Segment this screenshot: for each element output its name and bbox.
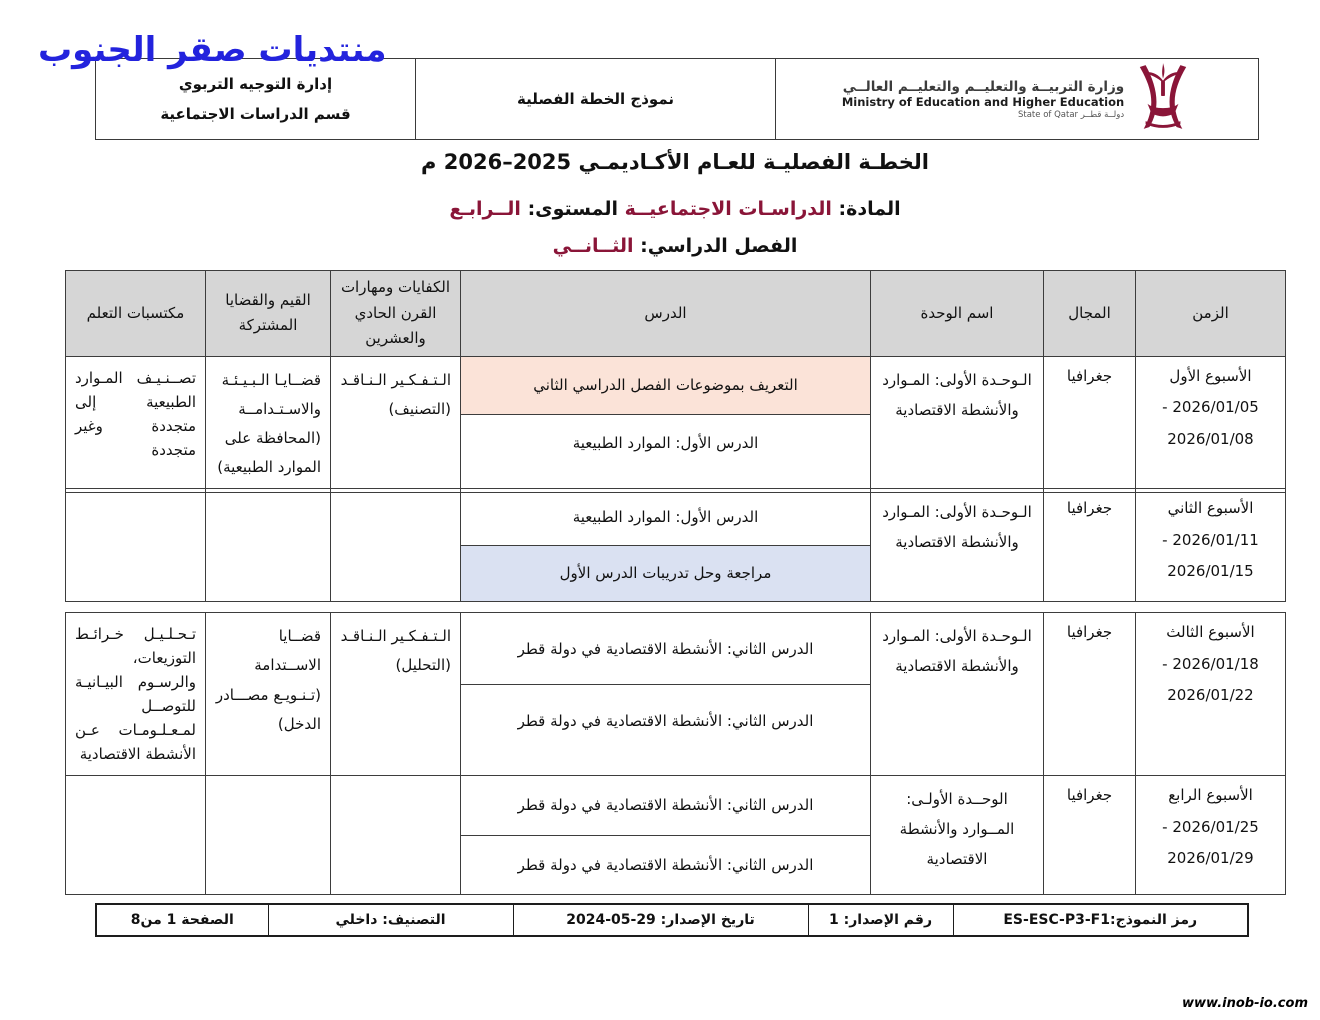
competencies-cell	[331, 356, 461, 492]
outcomes-text	[67, 777, 204, 793]
lesson-cell	[461, 613, 871, 776]
footer-row	[96, 904, 1248, 936]
issue-date-cell: تاريخ الإصدار: 29-05-2024	[513, 904, 808, 936]
outcomes-cell	[66, 776, 206, 895]
outcomes-text: تصــنـيـف المـوارد الطبيعية إلى متجددة وغير متجددة	[75, 368, 196, 459]
unit-cell: الـوحـدة الأولى: المـوارد والأنشطة الاقتصادية	[871, 356, 1044, 492]
form-title: نموذج الخطة الفصلية	[516, 90, 675, 108]
outcomes-cell	[66, 356, 206, 492]
column-header-time: الزمن	[1136, 271, 1286, 357]
lesson-bottom: الدرس الثاني: الأنشطة الاقتصادية في دولة قطر	[461, 684, 870, 756]
semester-value: الثــانــي	[552, 235, 634, 257]
outcomes-text	[67, 490, 204, 506]
document-footer-table	[95, 903, 1249, 937]
form-title-cell	[416, 59, 776, 140]
time-cell	[1136, 776, 1286, 895]
unit-cell: الـوحـدة الأولى: المـوارد والأنشطة الاقتصادية	[871, 613, 1044, 776]
department-line1: إدارة التوجيه التربوي	[178, 75, 333, 93]
values-text	[207, 490, 329, 506]
lesson-top: الدرس الأول: الموارد الطبيعية	[572, 507, 759, 526]
competencies-cell	[331, 613, 461, 776]
department-cell	[96, 59, 416, 140]
level-value: الــرابـع	[449, 198, 521, 220]
values-cell	[206, 776, 331, 895]
domain-cell: جغرافيا	[1044, 776, 1136, 895]
semester-label: الفصل الدراسي:	[633, 235, 798, 257]
page-number-cell: الصفحة 1 من8	[96, 904, 268, 936]
week3-row	[66, 613, 1286, 776]
outcomes-cell	[66, 613, 206, 776]
classification-cell: التصنيف: داخلي	[268, 904, 513, 936]
header-table	[95, 58, 1259, 140]
time-cell	[1136, 356, 1286, 492]
week3-table	[65, 612, 1286, 776]
column-header-values: القيم والقضايا المشتركة	[206, 271, 331, 357]
domain-cell: جغرافيا	[1044, 356, 1136, 492]
ministry-name-block	[842, 79, 1124, 120]
subject-label: المادة:	[831, 198, 901, 220]
values-text: قضــايا الاســتدامة (تـنـويـع مصـــادر الدخل)	[215, 627, 321, 733]
week2-table	[65, 488, 1286, 602]
subject-level-line	[65, 198, 1285, 220]
week-label: الأسبوع الرابع	[1168, 786, 1253, 804]
lesson-cell	[461, 776, 871, 895]
week4-row	[66, 776, 1286, 895]
column-header-outcomes: مكتسبات التعلم	[66, 271, 206, 357]
week4-table	[65, 775, 1286, 895]
lesson-top: التعريف بموضوعات الفصل الدراسي الثاني	[461, 357, 870, 414]
lesson-cell	[461, 489, 871, 602]
competencies-cell	[331, 776, 461, 895]
department-line2: قسم الدراسات الاجتماعية	[160, 105, 351, 123]
ministry-name-arabic: وزارة التربيــة والتعليــم والتعليــم العالــي	[842, 78, 1125, 95]
lesson-stack	[461, 776, 870, 894]
week-label: الأسبوع الثاني	[1167, 499, 1254, 517]
week1-row	[66, 356, 1286, 492]
week-date-to: 2026/01/15	[1167, 562, 1254, 580]
lesson-cell	[461, 356, 871, 492]
competencies-text	[332, 777, 459, 793]
lesson-stack	[461, 357, 870, 472]
header-row	[96, 59, 1259, 140]
values-cell	[206, 613, 331, 776]
time-cell	[1136, 613, 1286, 776]
watermark-text: منتديات صقر الجنوب	[38, 30, 387, 70]
ministry-name-english: Ministry of Education and Higher Education	[841, 94, 1125, 109]
domain-cell: جغرافيا	[1044, 613, 1136, 776]
values-cell	[206, 356, 331, 492]
values-text	[207, 777, 329, 793]
unit-cell: الوحــدة الأولـى: المــوارد والأنشطة الاقتصادية	[871, 776, 1044, 895]
week-date-from: 2026/01/05 -	[1162, 398, 1259, 416]
lesson-bottom: الدرس الأول: الموارد الطبيعية	[461, 414, 870, 472]
week-date-from: 2026/01/18 -	[1162, 654, 1259, 673]
lesson-top: الدرس الثاني: الأنشطة الاقتصادية في دولة قطر	[517, 796, 814, 815]
week-date-to: 2026/01/22	[1167, 686, 1254, 704]
competencies-text: الـتـفـكـير الـنـاقـد (التحليل)	[340, 627, 451, 675]
form-code-cell: رمز النموذج:ES-ESC-P3-F1	[953, 904, 1248, 936]
time-cell	[1136, 489, 1286, 602]
semester-line	[65, 235, 1285, 257]
week-label: الأسبوع الأول	[1169, 366, 1252, 385]
lesson-bottom: الدرس الثاني: الأنشطة الاقتصادية في دولة قطر	[461, 835, 870, 895]
unit-cell: الـوحـدة الأولى: المـوارد والأنشطة الاقتصادية	[871, 489, 1044, 602]
qatar-emblem-icon	[1134, 61, 1192, 137]
week2-row	[66, 489, 1286, 602]
lesson-top: الدرس الثاني: الأنشطة الاقتصادية في دولة قطر	[517, 639, 814, 658]
outcomes-cell	[66, 489, 206, 602]
column-header-unit: اسم الوحدة	[871, 271, 1044, 357]
column-header-domain: المجال	[1044, 271, 1136, 357]
lesson-stack	[461, 613, 870, 756]
week-date-from: 2026/01/11 -	[1162, 530, 1259, 549]
level-label: المستوى:	[520, 198, 618, 220]
lesson-stack	[461, 489, 870, 601]
lesson-bottom: مراجعة وحل تدريبات الدرس الأول	[461, 545, 870, 602]
values-text: قضــايـا الـبـيـئـة والاسـتـدامــة (المحافظة على الموارد الطبيعية)	[217, 370, 321, 477]
state-of-qatar-label: دولــة قطــر State of Qatar	[1018, 109, 1125, 120]
competencies-cell	[331, 489, 461, 602]
ministry-logo-block	[784, 61, 1250, 137]
ministry-logo-cell	[776, 59, 1259, 140]
subject-value: الدراسـات الاجتماعيــة	[617, 198, 832, 220]
column-header-competencies: الكفايات ومهارات القرن الحادي والعشرين	[331, 271, 461, 357]
version-cell: رقم الإصدار: 1	[808, 904, 953, 936]
site-url: www.inob-io.com	[1182, 996, 1308, 1011]
competencies-text	[332, 490, 459, 506]
domain-cell: جغرافيا	[1044, 489, 1136, 602]
table-header-row	[66, 271, 1286, 357]
week-date-to: 2026/01/08	[1167, 429, 1254, 448]
week-date-from: 2026/01/25 -	[1162, 817, 1259, 836]
week1-table	[65, 270, 1286, 493]
week-label: الأسبوع الثالث	[1166, 623, 1255, 641]
outcomes-text: تـحـلـيـل خـرائـط التوزيعات، والرسـوم البيـانيـة للتوصــل لمـعـلـومـات عـن الأنشطة الاقتصادية	[75, 625, 196, 763]
column-header-lesson: الدرس	[461, 271, 871, 357]
week-date-to: 2026/01/29	[1167, 849, 1254, 867]
values-cell	[206, 489, 331, 602]
page-title: الخطـة الفصليـة للعـام الأكـاديمـي 2025–2026 م	[421, 150, 929, 174]
competencies-text: الـتـفـكـير الـنـاقـد (التصنيف)	[340, 370, 451, 418]
